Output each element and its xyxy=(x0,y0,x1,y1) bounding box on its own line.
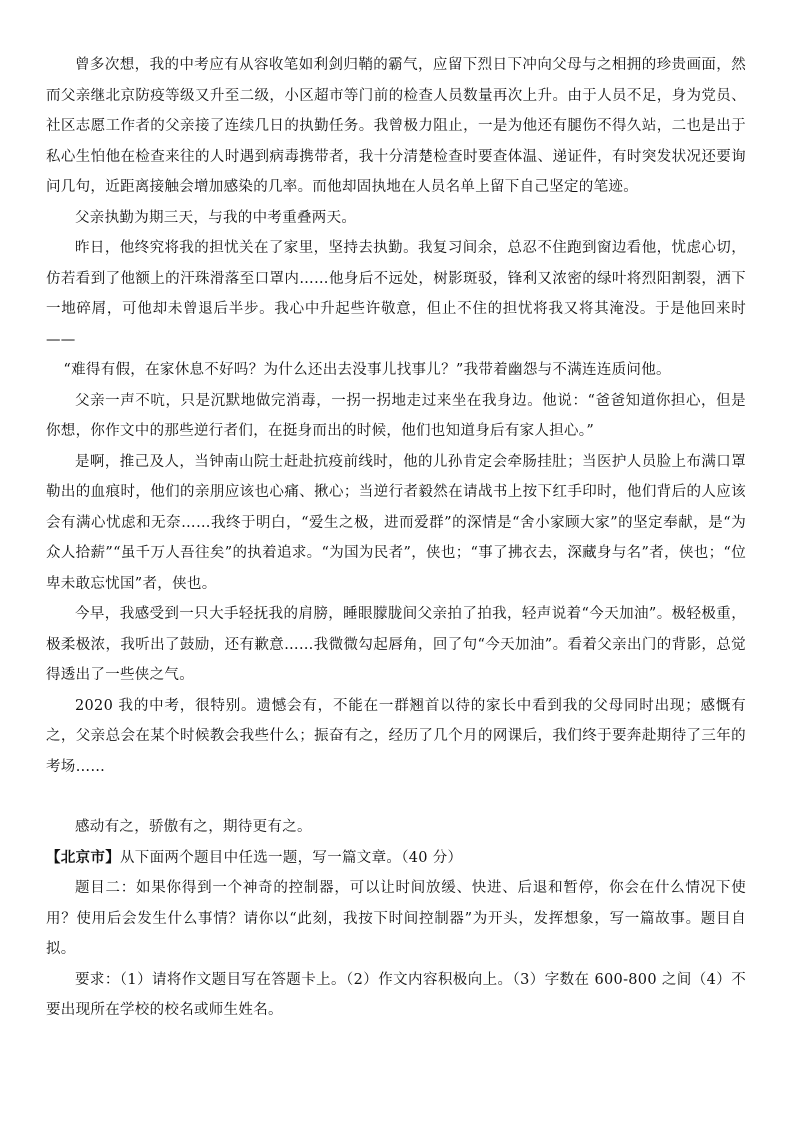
essay-paragraph-1: 曾多次想，我的中考应有从容收笔如利剑归鞘的霸气，应留下烈日下冲向父母与之相拥的珍贵画面，然而父亲继北京防疫等级又升至二级，小区超市等门前的检查人员数量再次上升。由于人员不足，身为党员、社区志愿工作者的父亲接了连续几日的执勤任务。我曾极力阻止，一是为他还有腿伤不得久站，二也是出于私心生怕他在检查来往的人时遇到病毒携带者，我十分清楚检查时要查体温、递证件，有时突发状况还要询问几句，近距离接触会增加感染的几率。而他却固执地在人员名单上留下自己坚定的笔迹。 xyxy=(46,57,746,195)
section-heading xyxy=(46,843,746,874)
section-instruction: 从下面两个题目中任选一题，写一篇文章。（40 分） xyxy=(120,849,463,866)
essay-paragraph-7: 今早，我感受到一只大手轻抚我的肩膀，睡眼朦胧间父亲拍了拍我，轻声说着“今天加油”。极轻极重，极柔极浓，我听出了鼓励，还有歉意……我微微勾起唇角，回了句“今天加油”。看着父亲出门的背影，总觉得透出了一些侠之气。 xyxy=(46,606,746,683)
region-label: 【北京市】 xyxy=(46,848,120,866)
essay-body xyxy=(46,50,746,1026)
paragraph-gap xyxy=(46,782,746,812)
topic-text: 题目二：如果你得到一个神奇的控制器，可以让时间放缓、快进、后退和暂停，你会在什么情况下使用？使用后会发生什么事情？请你以“此刻，我按下时间控制器”为开头，发挥想象，写一篇故事。题目自拟。 xyxy=(46,880,746,957)
essay-paragraph-2: 父亲执勤为期三天，与我的中考重叠两天。 xyxy=(75,209,357,226)
essay-paragraph-3: 昨日，他终究将我的担忧关在了家里，坚持去执勤。我复习间余，总忍不住跑到窗边看他，忧虑心切，仿若看到了他额上的汗珠滑落至口罩内……他身后不远处，树影斑驳，锋利又浓密的绿叶将烈阳割裂，洒下一地碎屑，可他却未曾退后半步。我心中升起些许敬意，但止不住的担忧将我又将其淹没。于是他回来时—— xyxy=(46,240,746,348)
essay-paragraph-4: “难得有假，在家休息不好吗？为什么还出去没事儿找事儿？”我带着幽怨与不满连连质问他。 xyxy=(63,362,671,378)
essay-paragraph-8: 2020 我的中考，很特别。遗憾会有，不能在一群翘首以待的家长中看到我的父母同时出现；感慨有之，父亲总会在某个时候教会我些什么；振奋有之，经历了几个月的网课后，我们终于要奔赴期待了三年的考场…… xyxy=(46,697,746,775)
essay-paragraph-6: 是啊，推己及人，当钟南山院士赶赴抗疫前线时，他的儿孙肯定会牵肠挂肚；当医护人员脸上布满口罩勒出的血痕时，他们的亲朋应该也心痛、揪心；当逆行者毅然在请战书上按下红手印时，他们背后的人应该会有满心忧虑和无奈……我终于明白，“爱生之极，进而爱群”的深情是“舍小家顾大家”的坚定奉献，是“为众人拾薪”“虽千万人吾往矣”的执着追求。“为国为民者”，侠也；“事了拂衣去，深藏身与名”者，侠也；“位卑未敢忘忧国”者，侠也。 xyxy=(46,453,746,592)
essay-paragraph-9: 感动有之，骄傲有之，期待更有之。 xyxy=(75,819,312,835)
requirements-text: 要求：（1）请将作文题目写在答题卡上。（2）作文内容积极向上。（3）字数在 600-800 之间（4）不要出现所在学校的校名或师生姓名。 xyxy=(46,971,746,1018)
essay-paragraph-5: 父亲一声不吭，只是沉默地做完消毒，一拐一拐地走过来坐在我身边。他说：“爸爸知道你担心，但是你想，你作文中的那些逆行者们，在挺身而出的时候，他们也知道身后有家人担心。” xyxy=(46,392,746,439)
